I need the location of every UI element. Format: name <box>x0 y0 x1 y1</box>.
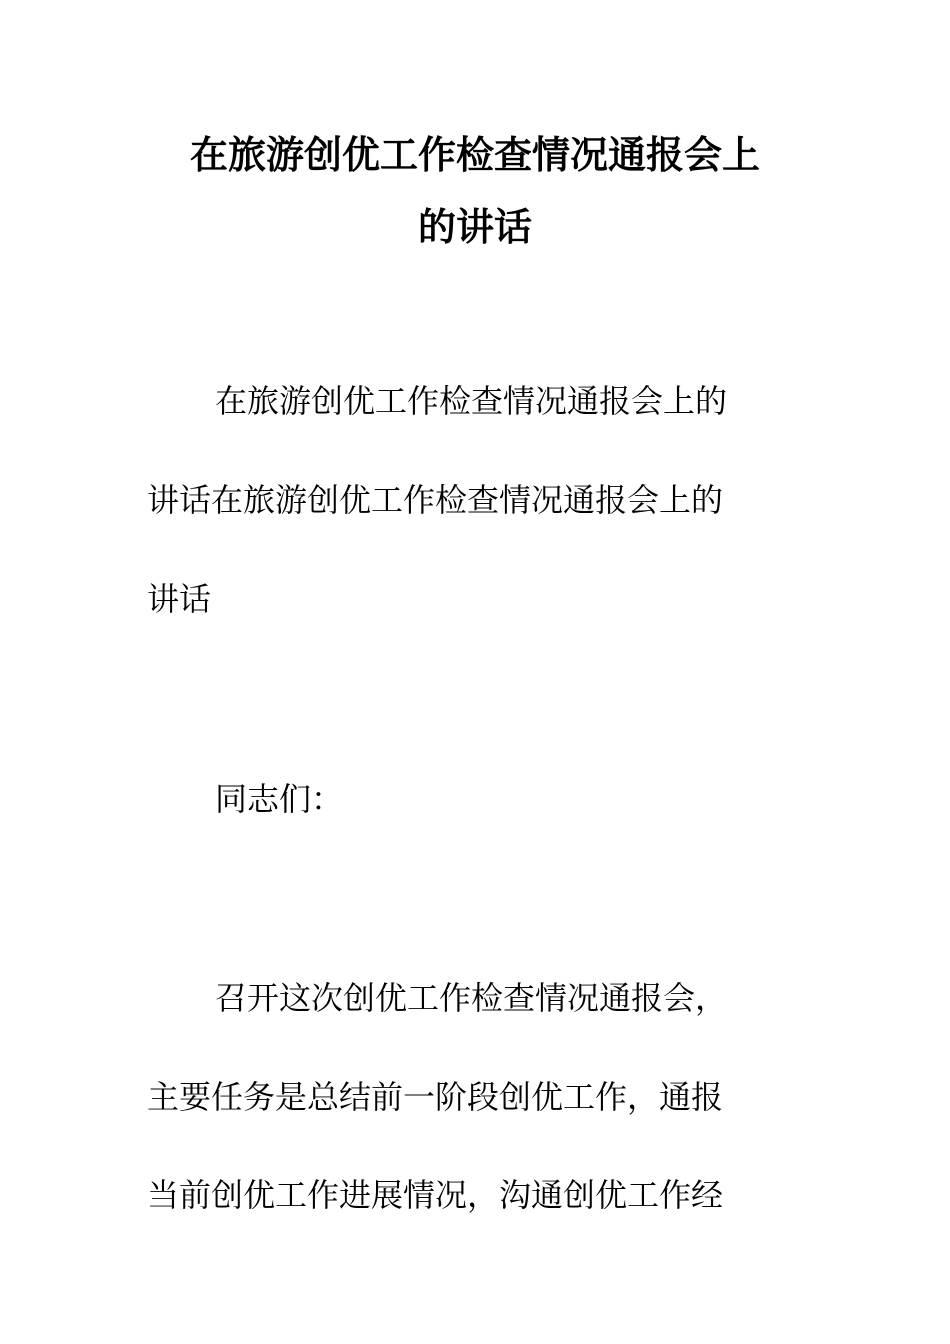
document-title-line-1: 在旅游创优工作检查情况通报会上 <box>189 132 760 177</box>
paragraph-line: 主要任务是总结前一阶段创优工作，通报 <box>147 1078 724 1116</box>
paragraph-line: 召开这次创优工作检查情况通报会， <box>215 979 728 1017</box>
salutation: 同志们： <box>215 780 344 818</box>
paragraph-line: 讲话在旅游创优工作检查情况通报会上的 <box>147 481 724 519</box>
paragraph-line: 讲话 <box>147 580 212 618</box>
paragraph-line: 在旅游创优工作检查情况通报会上的 <box>215 382 728 420</box>
paragraph-line: 当前创优工作进展情况，沟通创优工作经 <box>147 1176 724 1214</box>
document-title-line-2: 的讲话 <box>417 204 532 249</box>
